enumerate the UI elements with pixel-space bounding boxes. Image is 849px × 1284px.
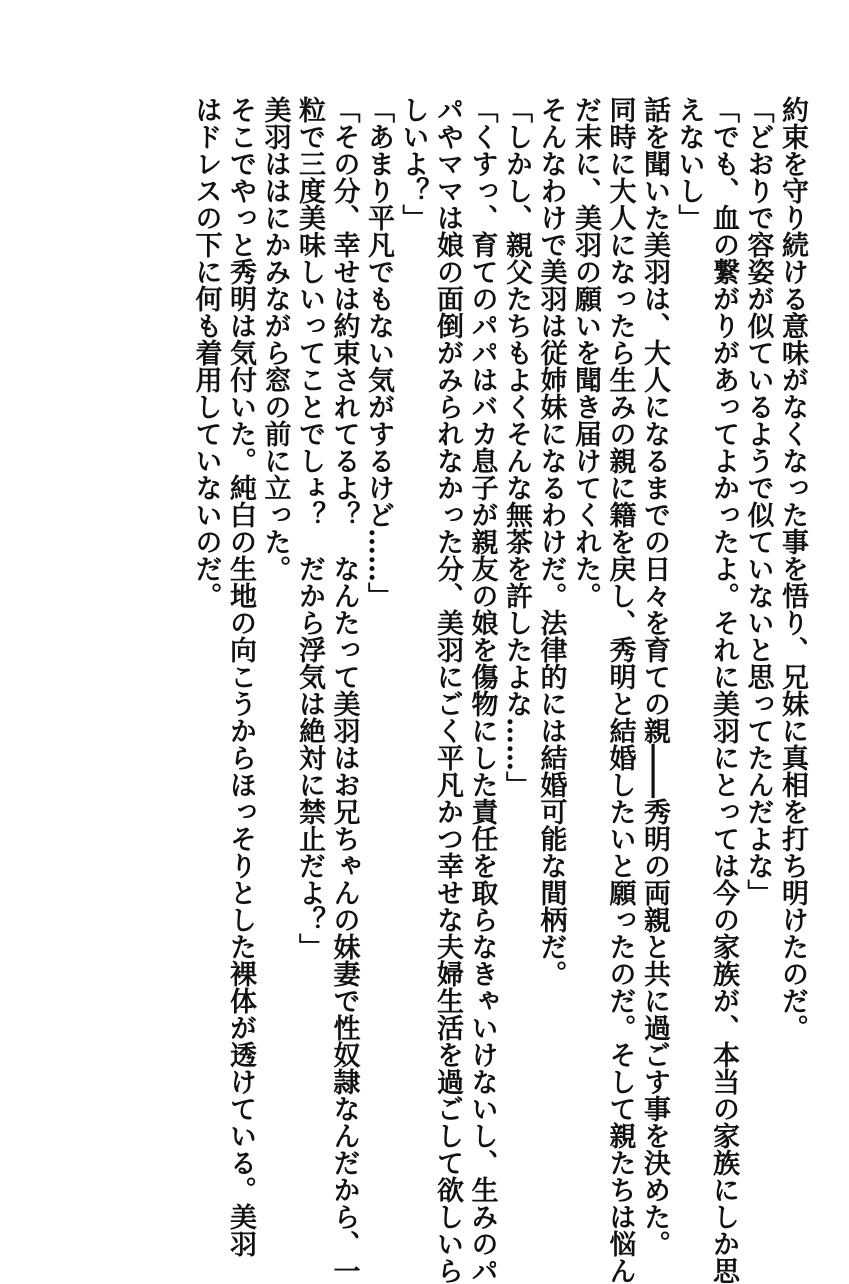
text-line: 話を聞いた美羽は、大人になるまでの日々を育ての親――秀明の両親と共に過ごす事を決めた。 bbox=[639, 96, 670, 1257]
text-line: 同時に大人になったら生みの親に籍を戻し、秀明と結婚したいと願ったのだ。そして親たちは悩ん bbox=[604, 96, 636, 1284]
text-line: えないし」 bbox=[673, 96, 705, 231]
text-line: そこでやっと秀明は気付いた。純白の生地の向こうからほっそりとした裸体が透けている。美羽 bbox=[225, 96, 256, 1257]
text-line: だ末に、美羽の願いを聞き届けてくれた。 bbox=[570, 96, 601, 609]
vertical-text-body bbox=[49, 96, 809, 1284]
text-line: 粒で三度美味しいってことでしょ？ だから浮気は絶対に禁止だよ？」 bbox=[294, 96, 325, 960]
text-line: 「あまり平凡でもない気がするけど……」 bbox=[363, 96, 394, 609]
text-line: 「その分、幸せは約束されてるよ？ なんたって美羽はお兄ちゃんの妹妻で性奴隷なんだから、一 bbox=[328, 96, 360, 1284]
text-line: 美羽ははにかみながら窓の前に立った。 bbox=[259, 96, 291, 582]
text-line: 「しかし、親父たちもよくそんな無茶を許したよな……」 bbox=[501, 96, 532, 798]
text-line: 「どおりで容姿が似ているようで似ていないと思ってたんだよな」 bbox=[742, 96, 774, 906]
text-line: パやママは娘の面倒がみられなかった分、美羽にごく平凡かつ幸せな夫婦生活を過ごして欲しいら bbox=[432, 96, 463, 1284]
text-line: そんなわけで美羽は従姉妹になるわけだ。法律的には結婚可能な間柄だ。 bbox=[535, 96, 567, 987]
text-line: 約束を守り続ける意味がなくなった事を悟り、兄妹に真相を打ち明けたのだ。 bbox=[777, 96, 808, 1041]
text-line: 「くすっ、育てのパパはバカ息子が親友の娘を傷物にした責任を取らなきゃいけないし、生みのパ bbox=[466, 96, 498, 1284]
text-line: はドレスの下に何も着用していないのだ。 bbox=[190, 96, 222, 609]
text-line: しいよ？」 bbox=[397, 96, 429, 231]
text-line: 「でも、血の繋がりがあってよかったよ。それに美羽にとっては今の家族が、本当の家族にしか思 bbox=[708, 96, 739, 1284]
